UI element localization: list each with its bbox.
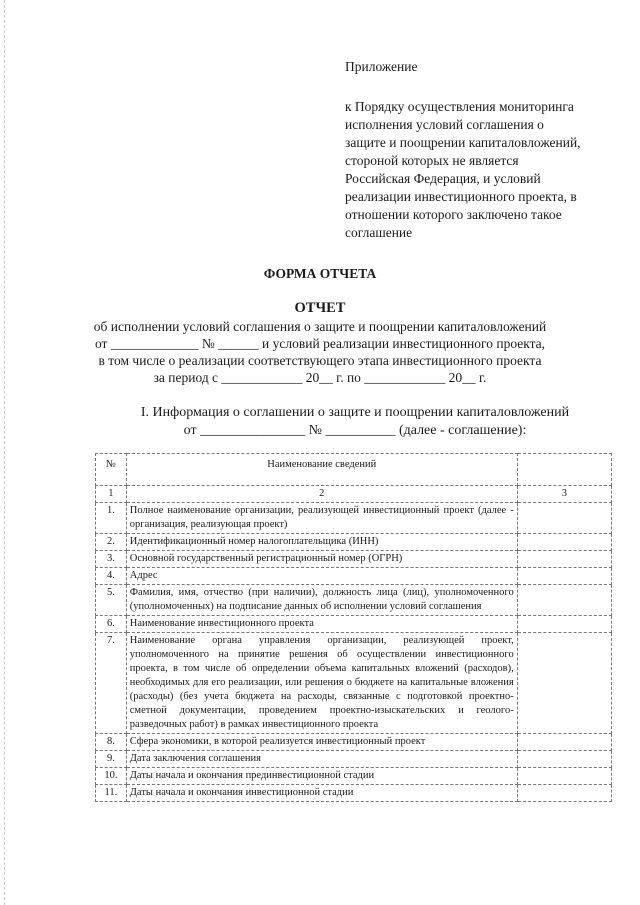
appendix-block [345,58,615,242]
row-name: Полное наименование организации, реализующей инвестиционный проект (далее - организация, реализующая проект) [126,503,517,534]
row-value [517,785,611,802]
table-row [96,633,612,734]
appendix-title: Приложение [345,59,418,74]
page-left-edge [4,0,5,905]
table-row [96,534,612,551]
row-number: 6. [96,616,127,633]
row-name: Даты начала и окончания прединвестиционной стадии [126,768,517,785]
row-value [517,734,611,751]
col-number: 2 [126,486,517,503]
table-row [96,503,612,534]
row-number: 4. [96,568,127,585]
row-value [517,503,611,534]
section1-line2: от _______________ № __________ (далее - соглашение): [183,423,527,438]
row-number: 8. [96,734,127,751]
row-number: 5. [96,585,127,616]
table-row [96,551,612,568]
row-number: 3. [96,551,127,568]
row-value [517,568,611,585]
header-num: № [96,454,127,486]
header-name: Наименование сведений [126,454,517,486]
row-value [517,768,611,785]
report-line: об исполнении условий соглашения о защите и поощрении капиталовложений [93,319,547,334]
appendix-text: к Порядку осуществления мониторинга исполнения условий соглашения о защите и поощрении капиталовложений, стороной которых не является Российская Федерация, и условий реализации инвестиционного проекта, в отношении которого заключено такое соглашение [345,99,581,240]
row-name: Даты начала и окончания инвестиционной стадии [126,785,517,802]
table-row [96,734,612,751]
table-row [96,568,612,585]
row-name: Основной государственный регистрационный номер (ОГРН) [126,551,517,568]
header-value [517,454,611,486]
row-number: 1. [96,503,127,534]
row-number: 10. [96,768,127,785]
table-row [96,785,612,802]
col-number: 3 [517,486,611,503]
row-value [517,534,611,551]
report-line: за период с ____________ 20__ г. по ____________ 20__ г. [153,370,487,385]
row-name: Наименование органа управления организации, реализующей проект, уполномоченного на принятие решения об осуществлении инвестиционного проекта, в том числе об определении объема капитальных вложений (расходов), необходимых для его реализации, или решения о бюджете на капитальные вложения (расходы) (без учета бюджета на расходы, связанные с подготовкой проектно-сметной документации, проведением проектно-изыскательских и геолого-разведочных работ) в рамках инвестиционного проекта [126,633,517,734]
row-name: Наименование инвестиционного проекта [126,616,517,633]
row-value [517,633,611,734]
row-number: 11. [96,785,127,802]
table-col-numbers-row [96,486,612,503]
row-value [517,551,611,568]
row-value [517,616,611,633]
report-title: ОТЧЕТ [294,300,346,316]
row-name: Сфера экономики, в которой реализуется инвестиционный проект [126,734,517,751]
agreement-info-table [95,453,612,802]
report-subtitle [0,318,640,386]
report-line: от _____________ № ______ и условий реализации инвестиционного проекта, [94,336,546,351]
row-name: Фамилия, имя, отчество (при наличии), должность лица (лиц), уполномоченного (уполномоченных) на подписание данных об исполнении условий соглашения [126,585,517,616]
table-row [96,768,612,785]
row-value [517,751,611,768]
row-value [517,585,611,616]
section1-line1: I. Информация о соглашении о защите и поощрении капиталовложений [140,405,570,420]
row-name: Идентификационный номер налогоплательщика (ИНН) [126,534,517,551]
row-number: 2. [96,534,127,551]
form-title: ФОРМА ОТЧЕТА [263,266,377,281]
section1-heading [0,404,640,440]
table-row [96,616,612,633]
table-row [96,585,612,616]
row-number: 9. [96,751,127,768]
table-row [96,751,612,768]
report-line: в том числе о реализации соответствующего этапа инвестиционного проекта [98,353,542,368]
row-name: Адрес [126,568,517,585]
col-number: 1 [96,486,127,503]
row-number: 7. [96,633,127,734]
row-name: Дата заключения соглашения [126,751,517,768]
table-header-row [96,454,612,486]
